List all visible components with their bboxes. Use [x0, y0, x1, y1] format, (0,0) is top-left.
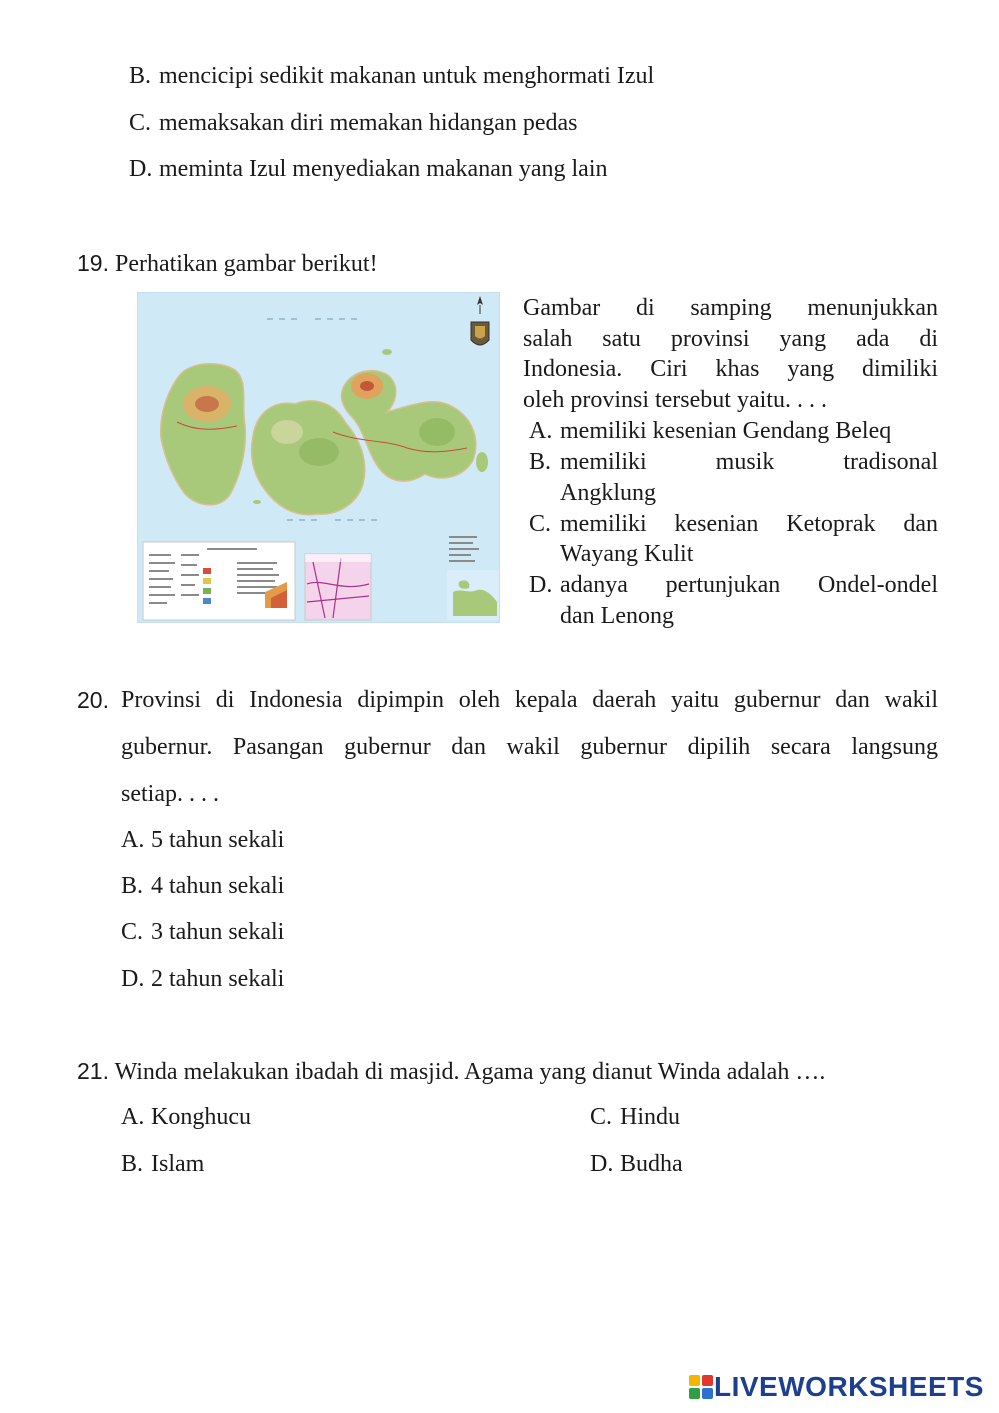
question-prompt: Perhatikan gambar berikut! — [114, 251, 378, 277]
question-number: 21. — [77, 1058, 109, 1084]
option-letter: B. — [529, 449, 552, 475]
q21-option-b[interactable]: B. Islam — [121, 1151, 205, 1177]
q19-description-line-4: oleh provinsi tersebut yaitu. . . . — [523, 387, 827, 413]
option-letter: A. — [529, 418, 553, 444]
option-text: memiliki kesenian Gendang Beleq — [560, 418, 892, 444]
option-letter: C. — [529, 511, 552, 537]
q21-option-c[interactable]: C. Hindu — [590, 1104, 680, 1130]
question-number: 20. — [77, 687, 109, 713]
option-text-continued: Wayang Kulit — [560, 541, 694, 567]
q18-option-c[interactable]: C. memaksakan diri memakan hidangan pedas — [129, 110, 578, 136]
option-text: adanya pertunjukan Ondel-ondel — [560, 572, 938, 598]
q20-option-a[interactable]: A. 5 tahun sekali — [121, 827, 285, 853]
q18-option-b[interactable]: B. mencicipi sedikit makanan untuk menghormati Izul — [129, 63, 655, 89]
q20-option-d[interactable]: D. 2 tahun sekali — [121, 966, 285, 992]
q20-prompt-line-3: setiap. . . . — [121, 781, 219, 807]
brand-name: LIVEWORKSHEETS — [714, 1371, 984, 1402]
liveworksheets-brand[interactable] — [688, 1370, 984, 1404]
q21-option-a[interactable]: A. Konghucu — [121, 1104, 251, 1130]
q21-question — [77, 1056, 825, 1087]
option-text-continued: Angklung — [560, 480, 656, 506]
q20-option-c[interactable]: C. 3 tahun sekali — [121, 919, 285, 945]
question-prompt: Winda melakukan ibadah di masjid. Agama yang dianut Winda adalah …. — [114, 1059, 826, 1085]
q21-option-d[interactable]: D. Budha — [590, 1151, 683, 1177]
q19-description-line-1: Gambar di samping menunjukkan — [523, 295, 938, 321]
q19-question — [77, 248, 378, 279]
q20-option-b[interactable]: B. 4 tahun sekali — [121, 873, 285, 899]
option-text-continued: dan Lenong — [560, 603, 674, 629]
question-number: 19. — [77, 250, 109, 276]
q20-prompt-line-1: Provinsi di Indonesia dipimpin oleh kepala daerah yaitu gubernur dan wakil — [121, 687, 938, 713]
option-text: memiliki musik tradisonal — [560, 449, 938, 475]
q18-option-d[interactable]: D. meminta Izul menyediakan makanan yang lain — [129, 156, 608, 182]
option-letter: D. — [529, 572, 553, 598]
q19-description-line-2: salah satu provinsi yang ada di — [523, 326, 938, 352]
liveworksheets-logo-icon — [688, 1374, 714, 1400]
province-map-image — [137, 292, 500, 623]
q19-description-line-3: Indonesia. Ciri khas yang dimiliki — [523, 356, 938, 382]
q20-prompt-line-2: gubernur. Pasangan gubernur dan wakil gubernur dipilih secara langsung — [121, 734, 938, 760]
option-text: memiliki kesenian Ketoprak dan — [560, 511, 938, 537]
